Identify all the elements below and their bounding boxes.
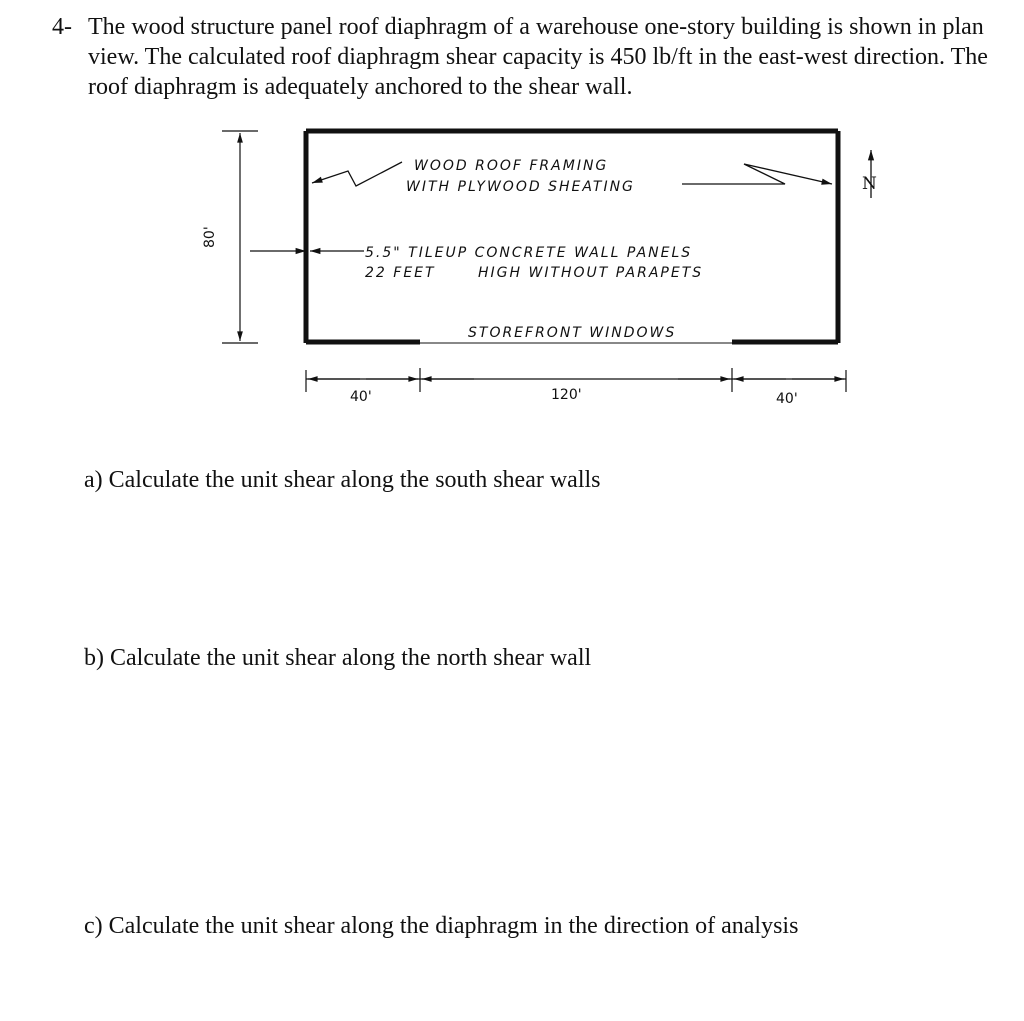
problem-number: 4- [52,14,72,40]
north-label: N [862,174,877,194]
problem-text: The wood structure panel roof diaphragm of a warehouse one-story building is shown in plan view. The calculated roof diaphragm shear capacity is 450 lb/ft in the east-west direction. The roof diaphragm is adequately anchored to the shear wall. [88,14,988,100]
question-c: c) Calculate the unit shear along the diaphragm in the direction of analysis [84,913,799,939]
wall-panel-label [250,245,703,281]
dim-height-label: 80' [202,226,218,248]
wall-label-line2b: HIGH WITHOUT PARAPETS [478,265,704,281]
dimension-height [222,131,258,343]
plan-view-drawing [0,0,1024,440]
wall-label-line1: 5.5" TILEUP CONCRETE WALL PANELS [365,245,693,261]
windows-label: STOREFRONT WINDOWS [468,325,677,341]
north-arrow-icon [862,150,877,198]
roof-label-line1: WOOD ROOF FRAMING [414,158,609,174]
roof-label-line2: WITH PLYWOOD SHEATING [406,179,635,195]
question-b: b) Calculate the unit shear along the north shear wall [84,645,592,671]
dim-middle-label: 120' [551,387,582,403]
wall-label-line2a: 22 FEET [365,265,436,281]
roof-framing-label [312,158,832,195]
dim-right-label: 40' [776,391,798,407]
dim-left-label: 40' [350,389,372,405]
question-a: a) Calculate the unit shear along the south shear walls [84,467,601,493]
